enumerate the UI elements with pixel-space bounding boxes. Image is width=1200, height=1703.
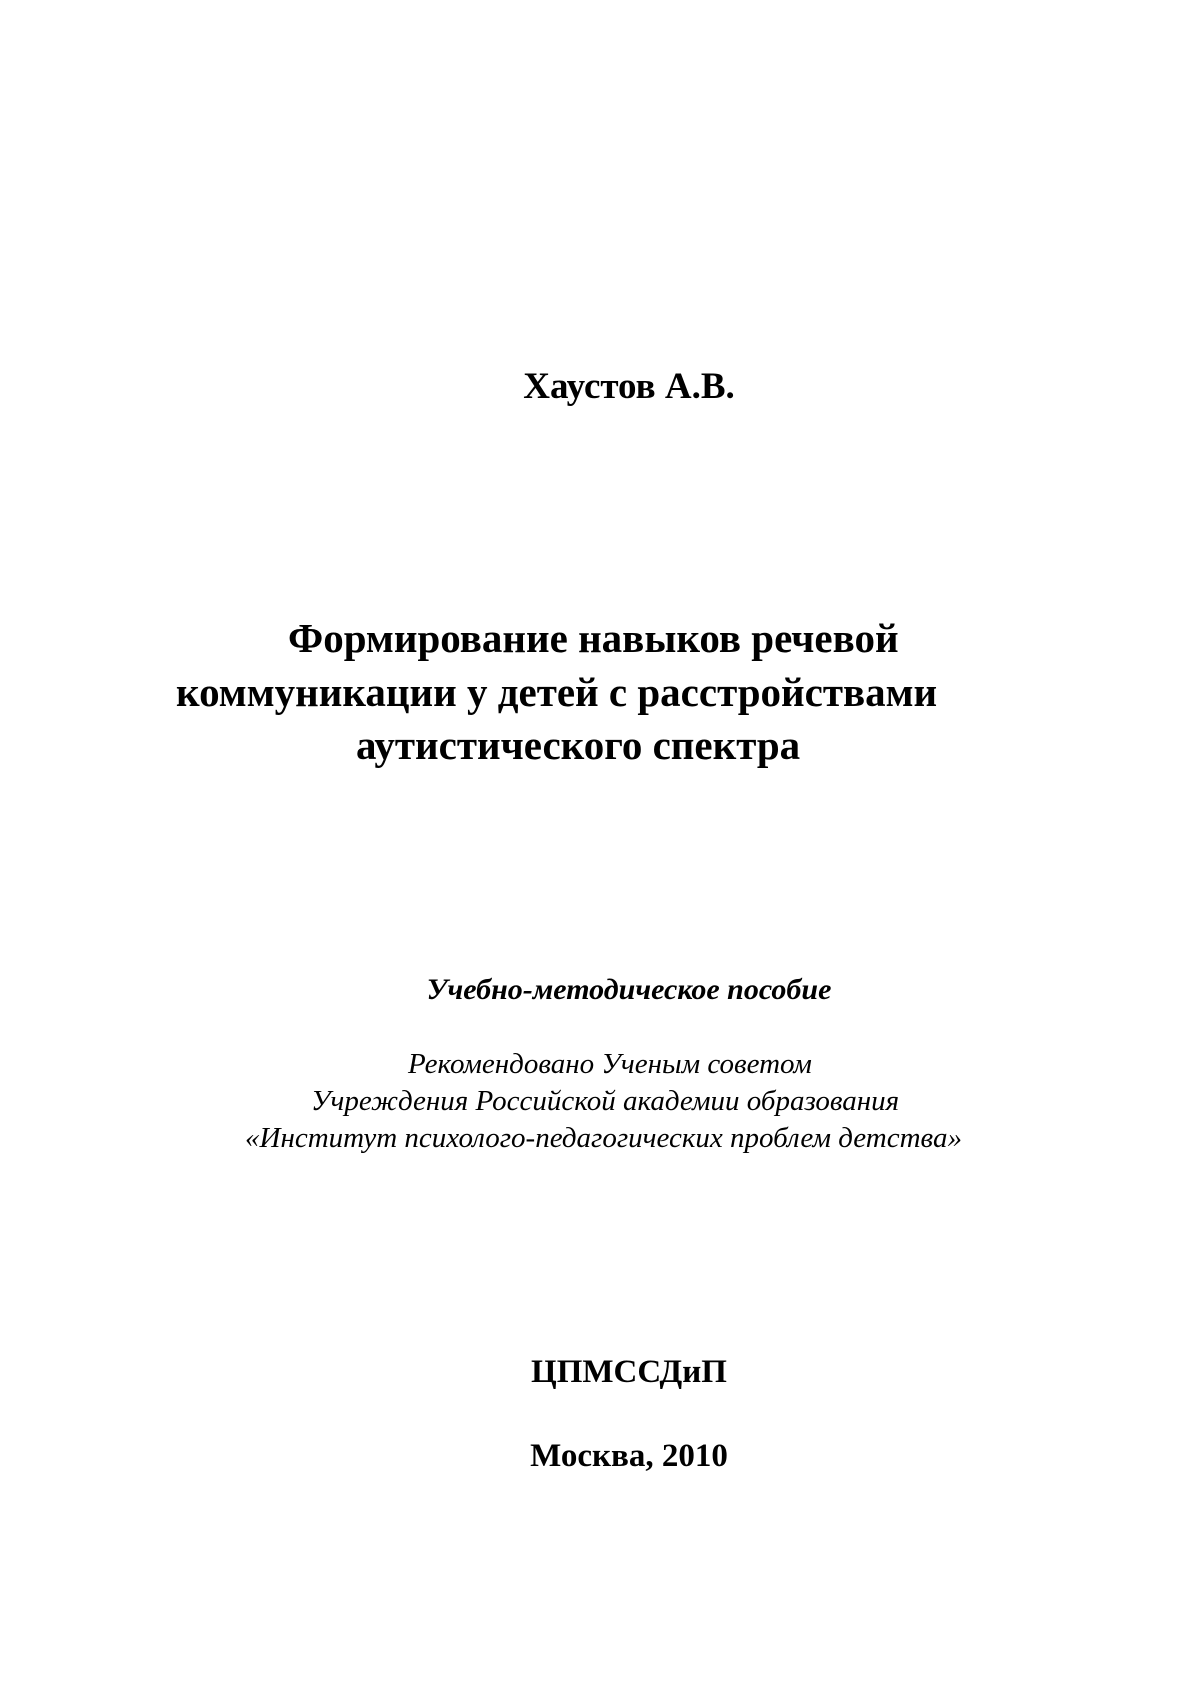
book-title-line: коммуникации у детей с расстройствами (176, 669, 938, 715)
book-title-line: аутистического спектра (356, 722, 801, 768)
author-name: Хаустов А.В. (523, 366, 735, 407)
book-title-line: Формирование навыков речевой (288, 615, 899, 661)
recommendation-line: Рекомендовано Ученым советом (408, 1048, 812, 1080)
recommendation-line: Учреждения Российской академии образования (311, 1085, 900, 1117)
book-subtitle: Учебно-методическое пособие (426, 973, 832, 1006)
recommendation-line: «Институт психолого-педагогических проблем детства» (245, 1122, 962, 1154)
place-and-year: Москва, 2010 (530, 1438, 728, 1474)
publisher-name: ЦПМССДиП (531, 1354, 727, 1390)
